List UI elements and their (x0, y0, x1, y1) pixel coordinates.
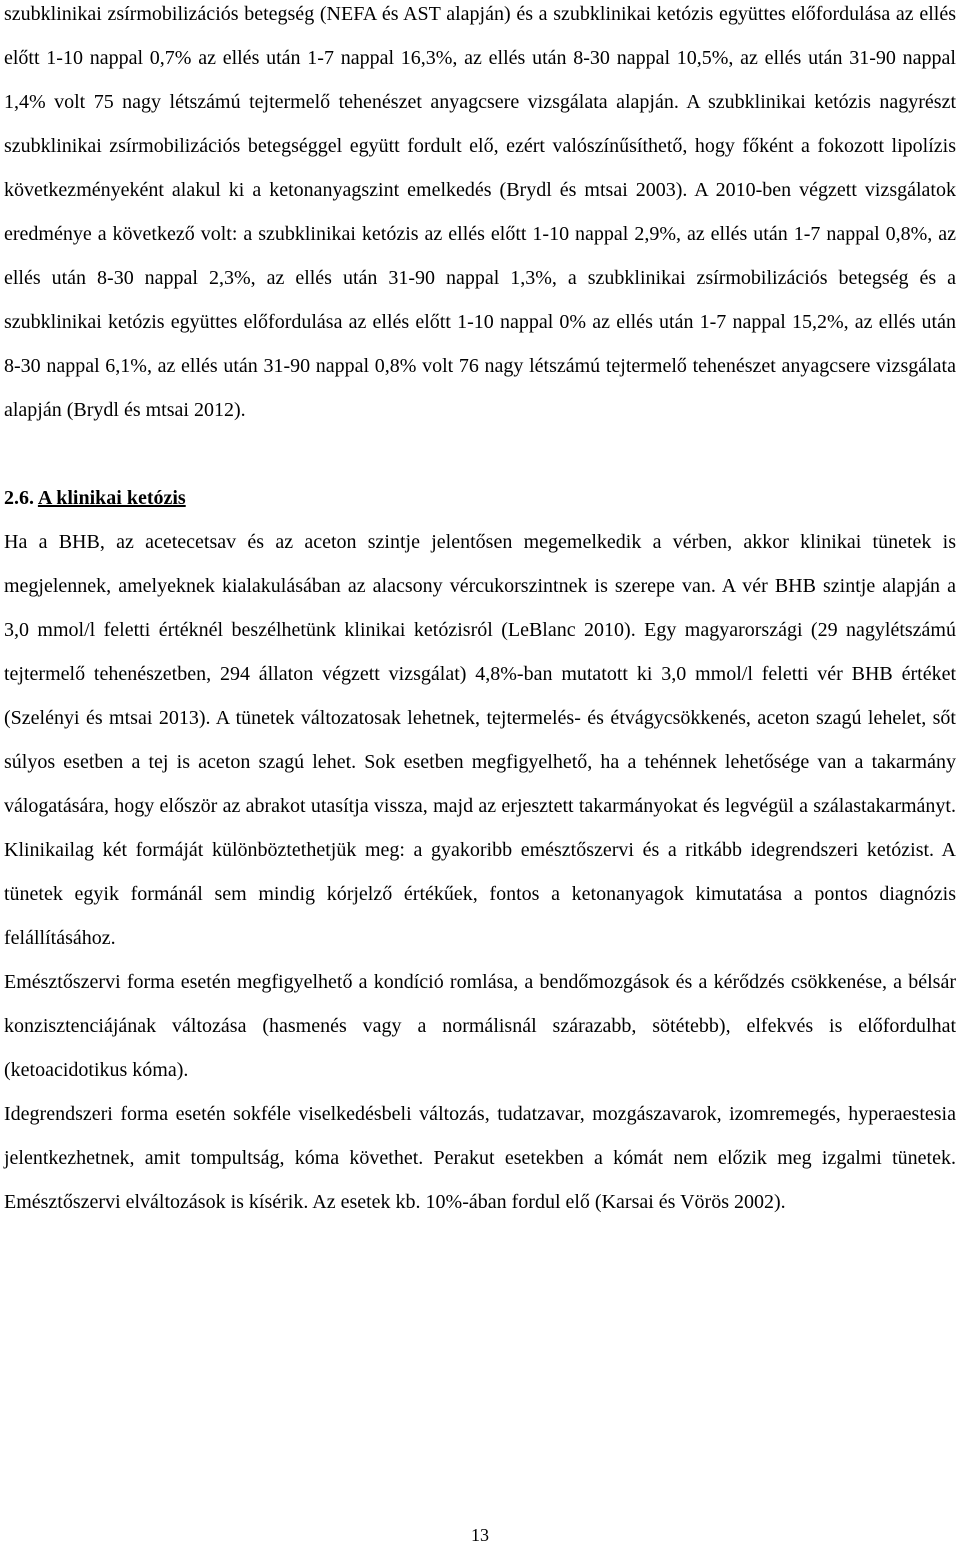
section-heading (4, 476, 956, 520)
document-page (4, 0, 956, 1224)
paragraph-clinical-ketosis: Ha a BHB, az acetecetsav és az aceton szintje jelentősen megemelkedik a vérben, akkor klinikai tünetek is megjelennek, amelyeknek kialakulásában az alacsony vércukorszintnek is szerepe van. A vér BHB szintje alapján a 3,0 mmol/l feletti értéknél beszélhetünk klinikai ketózisról (LeBlanc 2010). Egy magyarországi (29 nagylétszámú tejtermelő tehenészetben, 294 állaton végzett vizsgálat) 4,8%-ban mutatott ki 3,0 mmol/l feletti vér BHB értéket (Szelényi és mtsai 2013). A tünetek változatosak lehetnek, tejtermelés- és étvágycsökkenés, aceton szagú lehelet, sőt súlyos esetben a tej is aceton szagú lehet. Sok esetben megfigyelhető, ha a tehénnek lehetősége van a takarmány válogatására, hogy először az abrakot utasítja vissza, majd az erjesztett takarmányokat és legvégül a szálastakarmányt. Klinikailag két formáját különböztethetjük meg: a gyakoribb emésztőszervi és a ritkább idegrendszeri ketózist. A tünetek egyik formánál sem mindig kórjelző értékűek, fontos a ketonanyagok kimutatása a pontos diagnózis felállításához. (4, 531, 956, 949)
section-title: A klinikai ketózis (37, 487, 186, 509)
paragraph-digestive-form: Emésztőszervi forma esetén megfigyelhető a kondíció romlása, a bendőmozgások és a kérődzés csökkenése, a bélsár konzisztenciájának változása (hasmenés vagy a normálisnál szárazabb, sötétebb), elfekvés is előfordulhat (ketoacidotikus kóma). (4, 971, 956, 1081)
paragraph-subclinical-ketosis: szubklinikai zsírmobilizációs betegség (NEFA és AST alapján) és a szubklinikai ketózis együttes előfordulása az ellés előtt 1-10 nappal 0,7% az ellés után 1-7 nappal 16,3%, az ellés után 8-30 nappal 10,5%, az ellés után 31-90 nappal 1,4% volt 75 nagy létszámú tejtermelő tehenészet anyagcsere vizsgálata alapján. A szubklinikai ketózis nagyrészt szubklinikai zsírmobilizációs betegséggel együtt fordult elő, ezért valószínűsíthető, hogy főként a fokozott lipolízis következményeként alakul ki a ketonanyagszint emelkedés (Brydl és mtsai 2003). A 2010-ben végzett vizsgálatok eredménye a következő volt: a szubklinikai ketózis az ellés előtt 1-10 nappal 2,9%, az ellés után 1-7 nappal 0,8%, az ellés után 8-30 nappal 2,3%, az ellés után 31-90 nappal 1,3%, a szubklinikai zsírmobilizációs betegség és a szubklinikai ketózis együttes előfordulása az ellés előtt 1-10 nappal 0% az ellés után 1-7 nappal 15,2%, az ellés után 8-30 nappal 6,1%, az ellés után 31-90 nappal 0,8% volt 76 nagy létszámú tejtermelő tehenészet anyagcsere vizsgálata alapján (Brydl és mtsai 2012). (4, 3, 956, 421)
paragraph-nervous-form: Idegrendszeri forma esetén sokféle viselkedésbeli változás, tudatzavar, mozgászavarok, izomremegés, hyperaestesia jelentkezhetnek, amit tompultság, kóma követhet. Perakut esetekben a kómát nem előzik meg izgalmi tünetek. Emésztőszervi elváltozások is kísérik. Az esetek kb. 10%-ában fordul elő (Karsai és Vörös 2002). (4, 1103, 956, 1213)
page-number: 13 (471, 1525, 489, 1545)
section-number: 2.6. (4, 487, 34, 509)
